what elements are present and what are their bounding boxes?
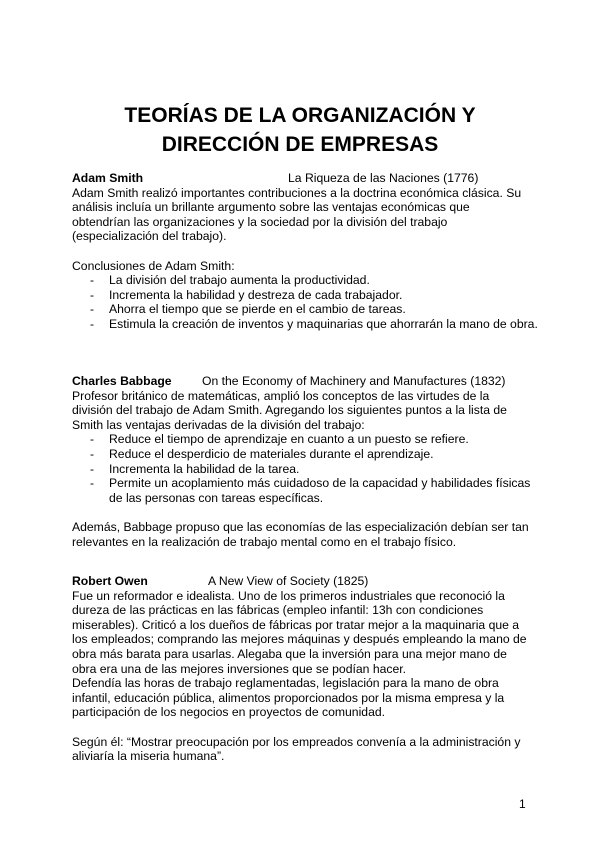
section-header <box>72 574 542 589</box>
paragraph-line: división del trabajo de Adam Smith. Agregando los siguientes puntos a la lista de <box>72 403 507 418</box>
paragraph-line: Fue un reformador e idealista. Uno de los primeros industriales que reconoció la <box>72 588 505 603</box>
paragraph-line: Profesor británico de matemáticas, amplió los conceptos de las virtudes de la <box>72 388 490 403</box>
list-item: - Permite un acoplamiento más cuidadoso de la capacidad y habilidades físicas de las personas con tareas específicas. <box>72 476 542 505</box>
section-header <box>72 171 542 186</box>
work-title: La Riqueza de las Naciones (1776) <box>288 171 479 185</box>
author-name: Charles Babbage <box>72 374 172 388</box>
paragraph-line: Además, Babbage propuso que las economías de las especialización debían ser tan <box>72 519 529 534</box>
section-charles-babbage <box>72 374 542 549</box>
paragraph-line: miserables). Criticó a los dueños de fábricas por tratar mejor a la maquinaria que a <box>72 617 520 632</box>
conclusions-list <box>72 273 542 331</box>
paragraph-line: Adam Smith realizó importantes contribuciones a la doctrina económica clásica. Su <box>72 185 522 200</box>
list-item: - La división del trabajo aumenta la productividad. <box>72 273 542 288</box>
author-name: Adam Smith <box>72 171 144 185</box>
document-title <box>0 101 600 159</box>
title-line-2: DIRECCIÓN DE EMPRESAS <box>161 133 439 156</box>
paragraph-line: (especialización del trabajo). <box>72 229 227 244</box>
list-item: - Reduce el tiempo de aprendizaje en cuanto a un puesto se refiere. <box>72 432 542 447</box>
paragraph-line: relevantes en la realización de trabajo mental como en el trabajo físico. <box>72 534 457 549</box>
quote-line: aliviaría la miseria humana”. <box>72 749 225 764</box>
section-adam-smith <box>72 171 542 332</box>
paragraph-line: participación de los negocios en proyectos de comunidad. <box>72 705 386 720</box>
title-line-1: TEORÍAS DE LA ORGANIZACIÓN Y <box>124 104 476 127</box>
list-item: - Ahorra el tiempo que se pierde en el cambio de tareas. <box>72 302 542 317</box>
paragraph-line: obra más barata para usarlas. Alegaba que la inversión para una mejor mano de <box>72 646 507 661</box>
quote-line: Según él: “Mostrar preocupación por los empreados convenía a la administración y <box>72 734 521 749</box>
work-title: A New View of Society (1825) <box>208 574 369 588</box>
section-header <box>72 374 542 389</box>
paragraph-line: dureza de las prácticas en las fábricas (empleo infantil: 13h con condiciones <box>72 603 484 618</box>
conclusions-label: Conclusiones de Adam Smith: <box>72 258 235 273</box>
paragraph-line: los empleados; comprando las mejores máquinas y después empleando la mano de <box>72 632 527 647</box>
list-item: - Incrementa la habilidad y destreza de cada trabajador. <box>72 288 542 303</box>
paragraph-line: infantil, educación pública, alimentos proporcionados por la misma empresa y la <box>72 690 505 705</box>
list-item: - Incrementa la habilidad de la tarea. <box>72 462 542 477</box>
paragraph-line: Defendía las horas de trabajo reglamentadas, legislación para la mano de obra <box>72 676 499 691</box>
work-title: On the Economy of Machinery and Manufactures (1832) <box>202 374 506 388</box>
section-robert-owen <box>72 574 542 764</box>
page-number: 1 <box>519 797 526 811</box>
paragraph-line: análisis incluía un brillante argumento sobre las ventajas económicas que <box>72 200 470 215</box>
advantages-list <box>72 432 542 505</box>
author-name: Robert Owen <box>72 574 148 588</box>
list-item: - Reduce el desperdicio de materiales durante el aprendizaje. <box>72 447 542 462</box>
paragraph-line: obtendrían las organizaciones y la sociedad por la división del trabajo <box>72 214 448 229</box>
paragraph-line: obra era una de las mejores inversiones que se podían hacer. <box>72 661 407 676</box>
paragraph-line: Smith las ventajas derivadas de la división del trabajo: <box>72 417 365 432</box>
list-item: - Estimula la creación de inventos y maquinarias que ahorrarán la mano de obra. <box>72 317 542 332</box>
